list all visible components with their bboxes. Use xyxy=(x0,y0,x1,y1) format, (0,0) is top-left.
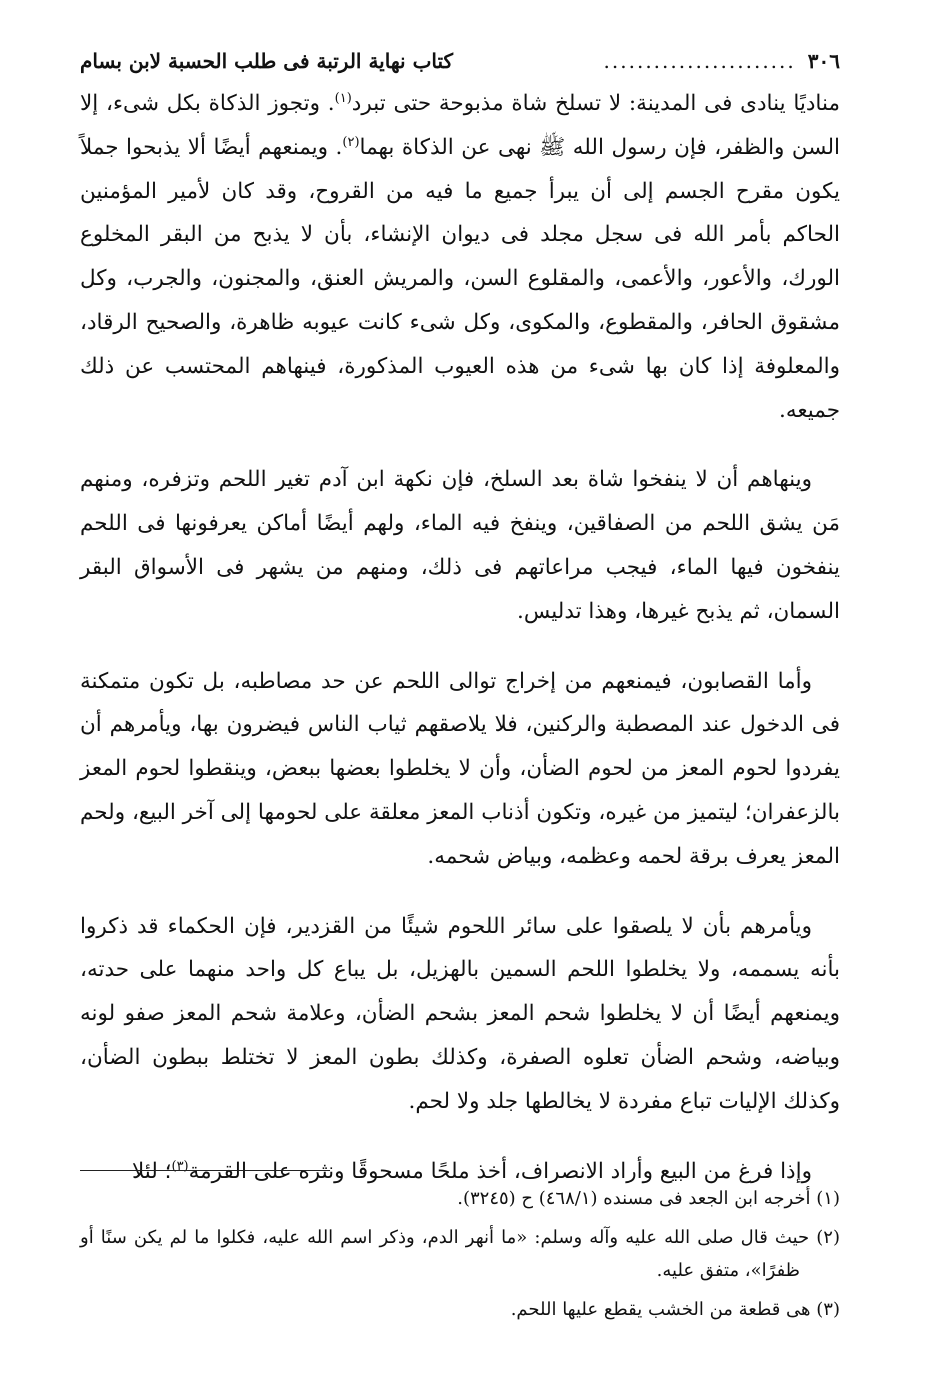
page-number: ٣٠٦ xyxy=(807,49,840,73)
paragraph-1 xyxy=(80,82,840,432)
footnote-2: (٢) حيث قال صلى الله عليه وآله وسلم: «ما أنهر الدم، وذكر اسم الله عليه، فكلوا ما لم يكن سنًا أو ظفرًا»، متفق عليه. xyxy=(80,1227,840,1281)
paragraph-4: ويأمرهم بأن لا يلصقوا على سائر اللحوم شيئًا من القزدير، فإن الحكماء قد ذكروا بأنه يسممه، ولا يخلطوا اللحم السمين بالهزيل، بل يباع كل واحد منهما على حدته، ويمنعهم أيضًا أن لا يخلطوا شحم المعز بشحم الضأن، وعلامة شحم المعز صفو لونه وبياضه، وشحم الضأن تعلوه الصفرة، وكذلك بطون المعز لا تختلط ببطون الضأن، وكذلك الإليات تباع مفردة لا يخالطها جلد ولا لحم. xyxy=(80,913,840,1114)
footnote-ref-3: (٣) xyxy=(171,1158,189,1174)
text-segment: ؛ لئلا xyxy=(131,1158,172,1184)
leader-dots: ....................... xyxy=(603,49,796,73)
text-segment: . ويمنعهم أيضًا ألا يذبحوا جملاً يكون مقرح الجسم إلى أن يبرأ جميع ما فيه من القروح، وقد كان لأمير المؤمنين الحاكم بأمر الله فى سجل مجلد فى ديوان الإنشاء، بأن لا يذبح من البقر المخلوع الورك، والأعور، والأعمى، والمقلوع السن، والمريش العنق، والمجنون، والجرب، وكل مشقوق الحافر، والمقطوع، والمكوى، وكل شىء كانت عيوبه ظاهرة، والصحيح الرقاد، والمعلوفة إذا كان بها شىء من هذه العيوب المذكورة، فينهاهم المحتسب عن ذلك جميعه. xyxy=(80,134,840,423)
running-header xyxy=(80,44,840,78)
paragraph-2: وينهاهم أن لا ينفخوا شاة بعد السلخ، فإن نكهة ابن آدم تغير اللحم وتزفره، ومنهم مَن يشق اللحم من الصفاقين، وينفخ فيه الماء، ولهم أيضًا أماكن يعرفونها فى اللحم ينفخون فيها الماء، فيجب مراعاتهم فى ذلك، ومنهم من يشهر فى الأسواق البقر السمان، ثم يذبح غيرها، وهذا تدليس. xyxy=(80,467,840,624)
footnote-ref-2: (٢) xyxy=(342,134,360,150)
footnote-ref-1: (١) xyxy=(334,90,352,106)
footnote-3: (٣) هى قطعة من الخشب يقطع عليها اللحم. xyxy=(510,1299,840,1320)
book-page xyxy=(80,0,840,1380)
footnote-1: (١) أخرجه ابن الجعد فى مسنده (٤٦٨/١) ح (٣٢٤٥). xyxy=(457,1188,840,1209)
footnotes xyxy=(80,1182,840,1332)
text-segment: . وتجوز الذكاة بكل شىء، إلا السن والظفر، فإن رسول الله ﷺ نهى عن الذكاة بهما xyxy=(80,91,840,160)
text-segment: مناديًا ينادى فى المدينة: لا تسلخ شاة مذبوحة حتى تبرد xyxy=(351,91,840,116)
book-title: كتاب نهاية الرتبة فى طلب الحسبة لابن بسام xyxy=(80,49,454,73)
main-text xyxy=(80,82,840,1219)
text-segment: وإذا فرغ من البيع وأراد الانصراف، أخذ ملحًا مسحوقًا ونثره على القرمة xyxy=(188,1158,812,1184)
footnote-divider xyxy=(80,1170,330,1171)
paragraph-3: وأما القصابون، فيمنعهم من إخراج توالى اللحم عن حد مصاطبه، بل تكون متمكنة فى الدخول عند المصطبة والركنين، فلا يلاصقهم ثياب الناس فيضرون بها، ويأمرهم أن يفردوا لحوم المعز من لحوم الضأن، وأن لا يخلطوا بعضها ببعض، وينقطوا لحوم المعز بالزعفران؛ ليتميز من غيره، وتكون أذناب المعز معلقة على لحومها إلى آخر البيع، ولحم المعز يعرف برقة لحمه وعظمه، وبياض شحمه. xyxy=(80,668,840,869)
